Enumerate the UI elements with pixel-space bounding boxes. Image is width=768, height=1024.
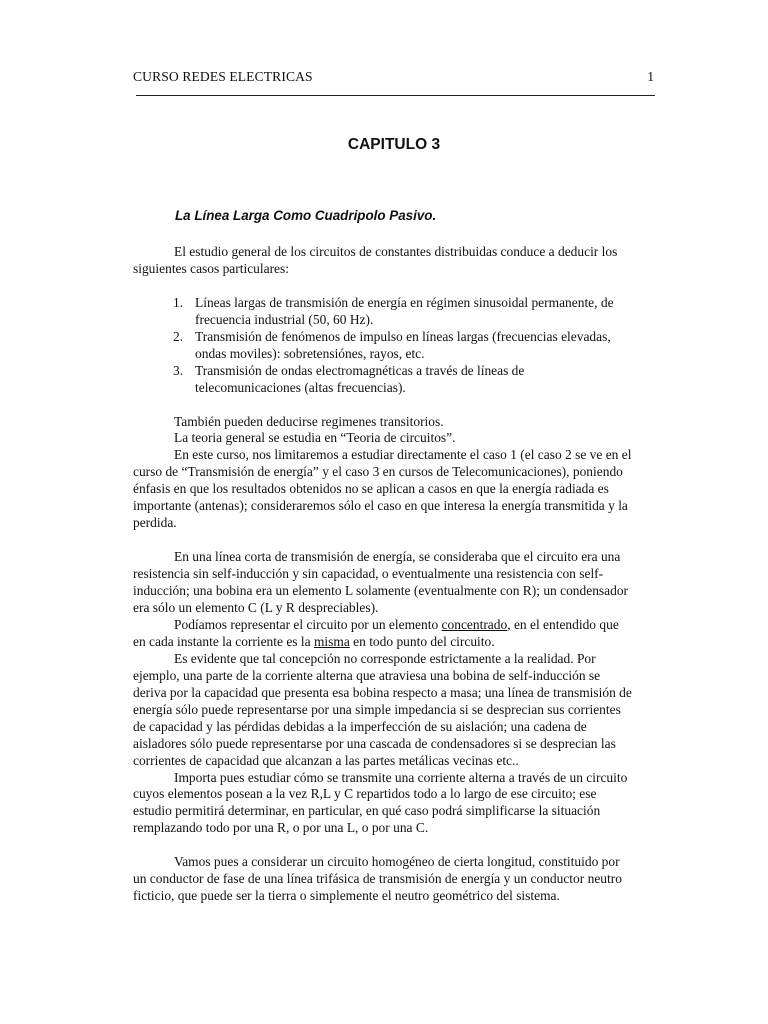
list-item-number: 3.	[173, 362, 184, 378]
underlined-term-concentrado: concentrado	[441, 616, 508, 632]
paragraph-teoria: La teoria general se estudia en “Teoria de circuitos”.	[174, 430, 456, 446]
paragraph-intro: El estudio general de los circuitos de constantes distribuidas conduce a deducir los siguientes casos particulares:	[133, 244, 618, 276]
paragraph-linea-corta: En una línea corta de transmisión de energía, se consideraba que el circuito era una resistencia sin self-inducción y sin capacidad, o eventualmente una resistencia con self-inducción; una bobina era un elemento L solamente (eventualmente con R); un condensador era sólo un elemento C (L y R despreciables).	[133, 549, 629, 615]
underlined-term-misma: misma	[313, 633, 350, 649]
paragraph-curso: En este curso, nos limitaremos a estudiar directamente el caso 1 (el caso 2 se ve en el curso de “Transmisión de energía” y el caso 3 en cursos de Telecomunicaciones), poniendo énfasis en que los resultados obtenidos no se aplican a casos en que la energía radiada es importante (antenas); consideraremos sólo el caso en que interesa la energía transmitida y la perdida.	[133, 447, 632, 531]
page-number: 1	[647, 69, 654, 84]
document-page	[133, 0, 655, 1024]
chapter-heading: CAPITULO 3	[347, 136, 441, 153]
list-item	[173, 362, 633, 397]
text-segment: en todo punto del circuito.	[349, 633, 495, 649]
list-item-number: 1.	[173, 294, 184, 310]
paragraph-evidente: Es evidente que tal concepción no corresponde estrictamente a la realidad. Por ejemplo, una parte de la corriente alterna que atraviesa una bobina de self-inducción se deriva por la capacidad que presenta esa bobina respecto a masa; una línea de transmisión de energía sólo puede representarse por una simple impedancia si se desprecian sus corrientes de capacidad y las pérdidas debidas a la imperfección de su aislación; una cadena de aisladores sólo puede representarse por una cascada de condensadores si se desprecian las corrientes de capacidad que alcanzan a las partes metálicas vecinas etc..	[133, 650, 632, 768]
paragraph-vamos: Vamos pues a considerar un circuito homogéneo de cierta longitud, constituido por un conductor de fase de una línea trifásica de transmisión de energía y un conductor neutro ficticio, que puede ser la tierra o simplemente el neutro geométrico del sistema.	[133, 854, 622, 904]
text-segment: Podíamos representar el circuito por un elemento	[174, 616, 442, 632]
body-text	[133, 244, 633, 905]
list-item-text: Líneas largas de transmisión de energía en régimen sinusoidal permanente, de frecuencia industrial (50, 60 Hz).	[195, 294, 614, 327]
header-title: CURSO REDES ELECTRICAS	[133, 69, 313, 84]
paragraph-importa: Importa pues estudiar cómo se transmite una corriente alterna a través de un circuito cuyos elementos posean a la vez R,L y C repartidos todo a lo largo de ese circuito; ese estudio permitirá determinar, en particular, en qué caso podrá simplificarse la situación remplazando todo por una R, o por una L, o por una C.	[133, 769, 628, 836]
section-title: La Línea Larga Como Cuadripolo Pasivo.	[175, 208, 437, 223]
list-item-number: 2.	[173, 328, 184, 344]
list-item	[173, 294, 633, 329]
cases-list	[133, 295, 633, 397]
text-segment: , en el entendido que en cada instante la corriente es la	[133, 616, 619, 649]
list-item	[173, 328, 633, 363]
paragraph-concentrado	[133, 617, 633, 651]
paragraph-transitorios: También pueden deducirse regimenes transitorios.	[174, 413, 444, 429]
list-item-text: Transmisión de ondas electromagnéticas a través de líneas de telecomunicaciones (altas frecuencias).	[195, 362, 525, 395]
header-rule	[136, 95, 655, 96]
list-item-text: Transmisión de fenómenos de impulso en líneas largas (frecuencias elevadas, ondas moviles): sobretensiónes, rayos, etc.	[195, 328, 611, 361]
